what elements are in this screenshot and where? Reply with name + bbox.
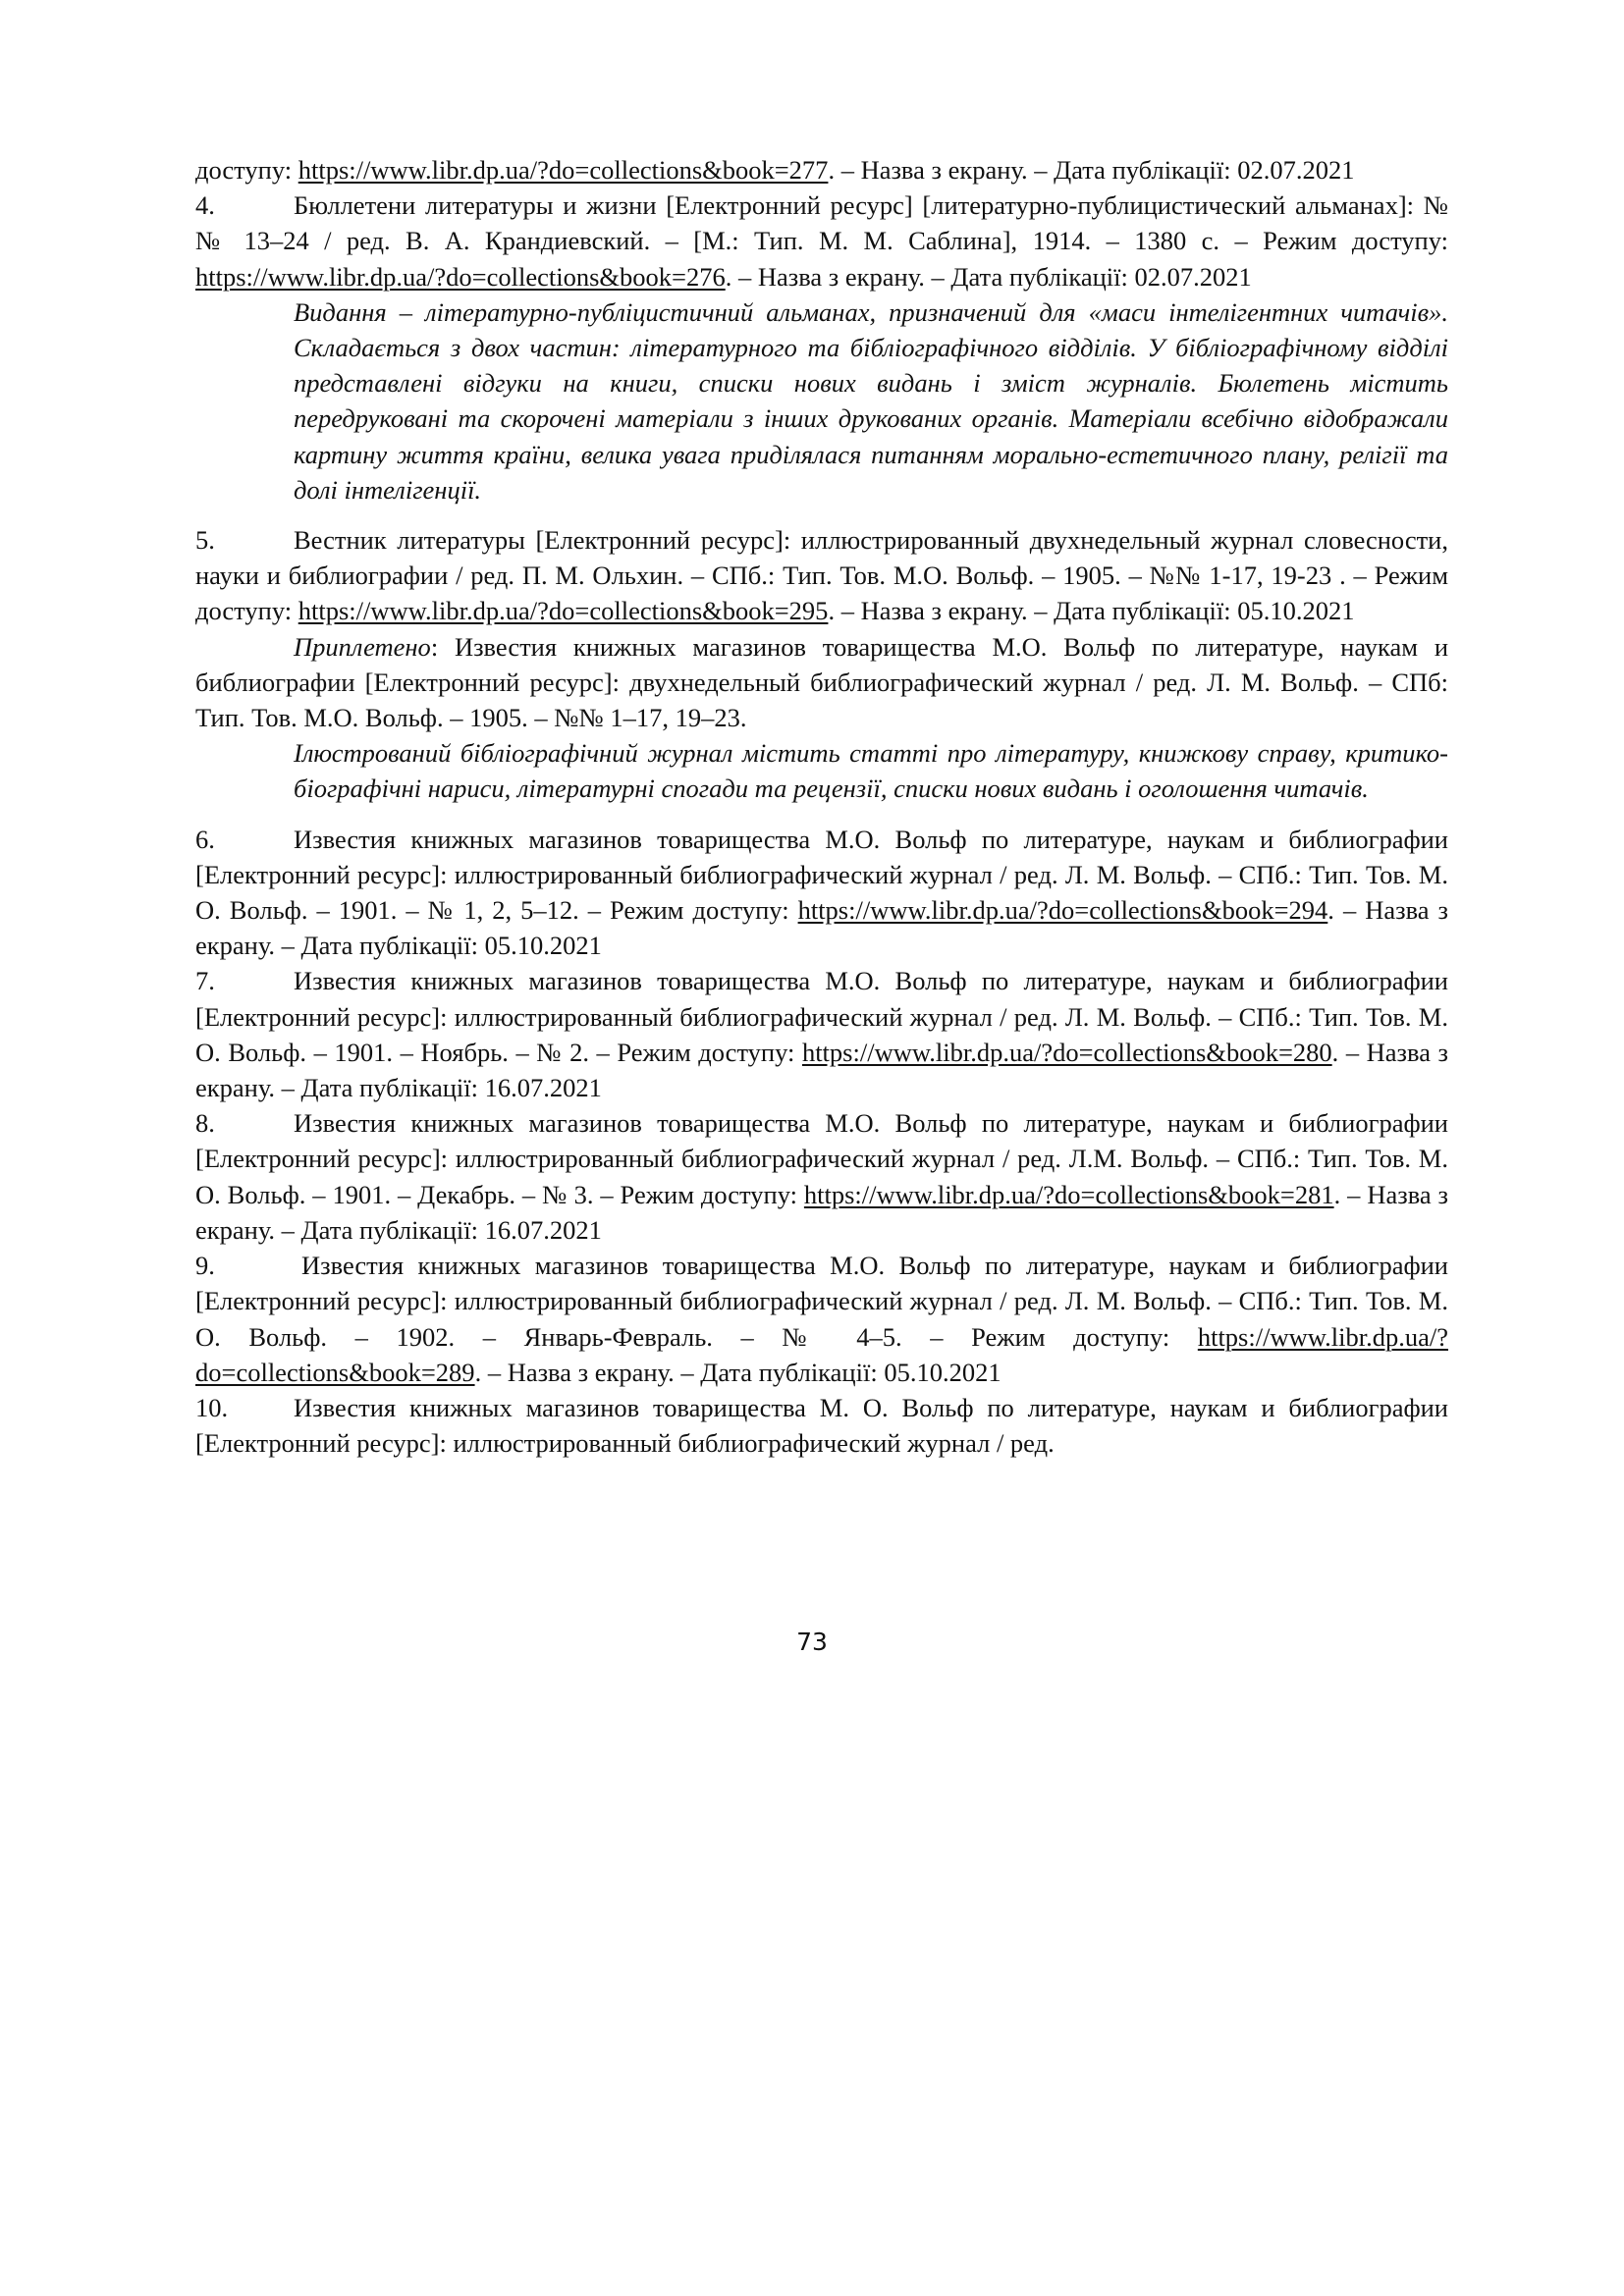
- entry-link[interactable]: https://www.libr.dp.ua/?do=collections&book=280: [801, 1037, 1332, 1067]
- entry-10: [195, 1390, 1448, 1461]
- page-number: 73: [796, 1628, 828, 1656]
- entry-text: Известия книжных магазинов товарищества М. О. Вольф по литературе, наукам и библиографии [Електронний ресурс]: иллюстрированный библиографический журнал / ред.: [195, 1392, 1448, 1459]
- entry-annotation: Ілюстрований бібліографічний журнал містить статті про літературу, книжкову справу, критико-біографічні нариси, літературні спогади та рецензії, списки нових видань і оголошення читачів.: [294, 738, 1448, 804]
- spacer: [195, 807, 1448, 822]
- entry-number: 9.: [195, 1251, 215, 1281]
- entry-number: 4.: [195, 190, 215, 221]
- entry-annotation: Видання – літературно-публіцистичний альманах, призначений для «маси інтелігентних читачів». Складається з двох частин: літературного та бібліографічного відділів. У бібліографічному відділі представлені відгуки на книги, списки нових видань і зміст журналів. Бюлетень містить передруковані та скорочені матеріали з інших друкованих органів. Матеріали всебічно відображали картину життя країни, велика увага приділялася питанням морально-естетичного плану, релігії та долі інтелігенції.: [294, 296, 1448, 505]
- entry-bound-with: [195, 629, 1448, 736]
- entry-6: [195, 822, 1448, 964]
- entry-tail: . – Назва з екрану. – Дата публікації: 02.07.2021: [725, 261, 1252, 292]
- entry-number: 10.: [195, 1392, 229, 1422]
- spacer: [195, 507, 1448, 522]
- entry-link[interactable]: https://www.libr.dp.ua/?do=collections&book=289: [195, 1321, 1448, 1387]
- entry-text: доступу:: [195, 155, 298, 185]
- entry-text: Известия книжных магазинов товарищества М.О. Вольф по литературе, наукам и библиографии [Електронний ресурс]: иллюстрированный библиографический журнал / ред. Л. М. Вольф. – СПб.: Тип. Тов. М. О. Вольф. – 1901. – № 1, 2, 5–12. – Режим доступу:: [195, 824, 1448, 926]
- entry-number: 8.: [195, 1108, 215, 1139]
- entry-tail: . – Назва з екрану. – Дата публікації: 05.10.2021: [828, 596, 1355, 626]
- entry-number: 7.: [195, 966, 215, 996]
- entry-continuation: [195, 152, 1448, 187]
- entry-tail: . – Назва з екрану. – Дата публікації: 16.07.2021: [195, 1037, 1448, 1103]
- entry-7: [195, 963, 1448, 1105]
- entry-tail: . – Назва з екрану. – Дата публікації: 02.07.2021: [828, 155, 1355, 185]
- entry-link[interactable]: https://www.libr.dp.ua/?do=collections&book=276: [195, 261, 726, 292]
- entry-8: [195, 1105, 1448, 1248]
- bound-label: Приплетено: [294, 631, 431, 662]
- document-page: [195, 152, 1448, 1461]
- entry-4: [195, 187, 1448, 294]
- entry-text: Известия книжных магазинов товарищества М.О. Вольф по литературе, наукам и библиографии [Електронний ресурс]: иллюстрированный библиографический журнал / ред. Л. М. Вольф. – СПб.: Тип. Тов. М. О. Вольф. – 1902. – Январь-Февраль. – № 4–5. – Режим доступу:: [195, 1251, 1448, 1352]
- entry-tail: . – Назва з екрану. – Дата публікації: 05.10.2021: [474, 1357, 1001, 1387]
- entry-link[interactable]: https://www.libr.dp.ua/?do=collections&book=294: [797, 895, 1328, 926]
- entry-text: Известия книжных магазинов товарищества М.О. Вольф по литературе, наукам и библиографии [Електронний ресурс]: иллюстрированный библиографический журнал / ред. Л.М. Вольф. – СПб.: Тип. Тов. М. О. Вольф. – 1901. – Декабрь. – № 3. – Режим доступу:: [195, 1108, 1448, 1209]
- entry-9: [195, 1248, 1448, 1390]
- entry-link[interactable]: https://www.libr.dp.ua/?do=collections&book=277: [298, 155, 829, 185]
- entry-tail: . – Назва з екрану. – Дата публікації: 16.07.2021: [195, 1179, 1449, 1245]
- entry-link[interactable]: https://www.libr.dp.ua/?do=collections&book=281: [803, 1179, 1334, 1209]
- entry-number: 5.: [195, 525, 215, 556]
- bound-text: : Известия книжных магазинов товарищества М.О. Вольф по литературе, наукам и библиографии [Електронний ресурс]: двухнедельный библиографический журнал / ред. Л. М. Вольф. – СПб: Тип. Тов. М.О. Вольф. – 1905. – №№ 1–17, 19–23.: [195, 631, 1448, 733]
- entry-tail: . – Назва з екрану. – Дата публікації: 05.10.2021: [195, 895, 1448, 961]
- entry-text: Бюллетени литературы и жизни [Електронний ресурс] [литературно-публицистический альманах]: №№ 13–24 / ред. В. А. Крандиевский. – [М.: Тип. М. М. Саблина], 1914. – 1380 с. – Режим доступу:: [195, 190, 1448, 256]
- entry-text: Известия книжных магазинов товарищества М.О. Вольф по литературе, наукам и библиографии [Електронний ресурс]: иллюстрированный библиографический журнал / ред. Л. М. Вольф. – СПб.: Тип. Тов. М. О. Вольф. – 1901. – Ноябрь. – № 2. – Режим доступу:: [195, 966, 1448, 1067]
- entry-5: [195, 522, 1448, 629]
- entry-link[interactable]: https://www.libr.dp.ua/?do=collections&book=295: [298, 596, 829, 626]
- entry-text: Вестник литературы [Електронний ресурс]: иллюстрированный двухнедельный журнал словесности, науки и библиографии / ред. П. М. Ольхин. – СПб.: Тип. Тов. М.О. Вольф. – 1905. – №№ 1-17, 19-23 . – Режим доступу:: [195, 525, 1448, 626]
- entry-number: 6.: [195, 824, 215, 854]
